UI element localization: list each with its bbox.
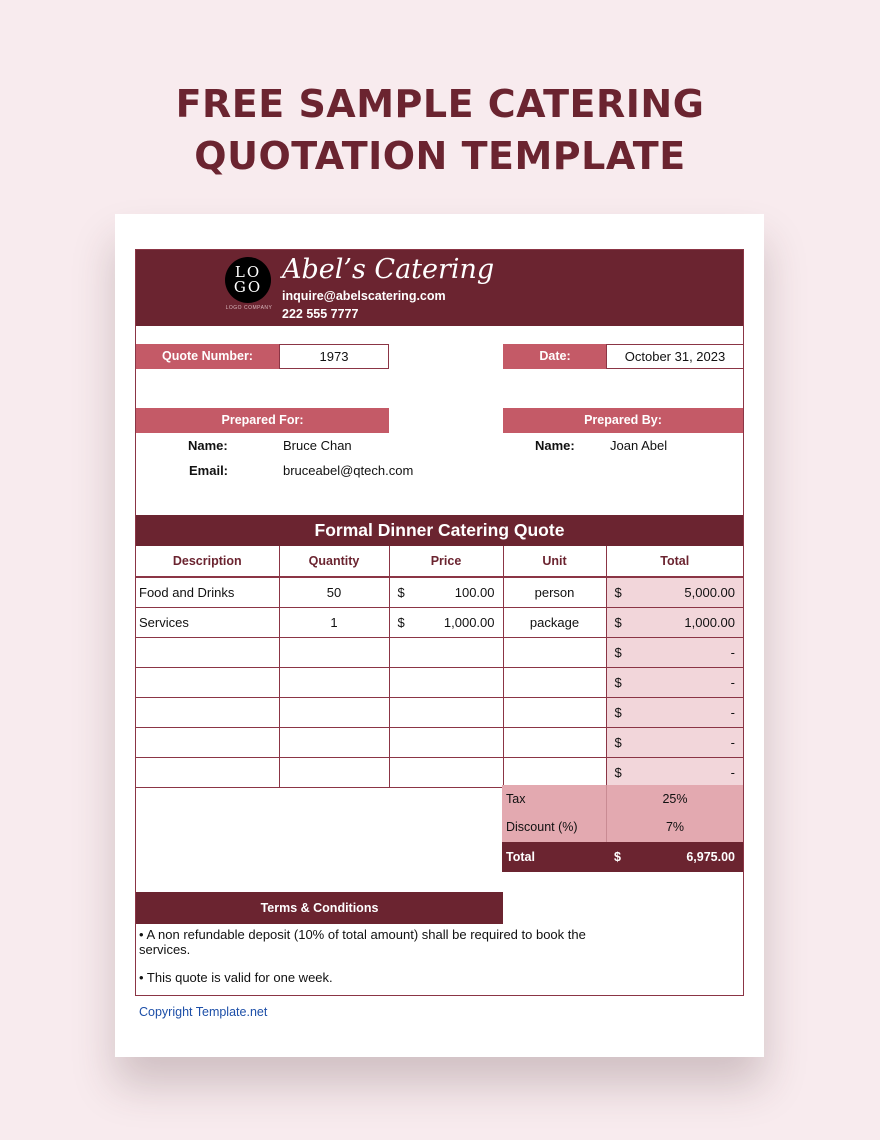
table-row <box>136 667 743 697</box>
total-currency: $ <box>614 704 622 720</box>
cell-description[interactable]: Food and Drinks <box>136 577 279 607</box>
cell-description[interactable]: Services <box>136 607 279 637</box>
discount-value[interactable]: 7% <box>606 813 743 842</box>
cell-quantity[interactable] <box>279 757 389 787</box>
document-frame <box>135 249 744 996</box>
cell-price[interactable] <box>389 667 503 697</box>
cell-total <box>606 667 743 697</box>
cell-description[interactable] <box>136 667 279 697</box>
table-row <box>136 577 743 607</box>
total-amount: 1,000.00 <box>684 614 735 630</box>
cell-price[interactable] <box>389 607 503 637</box>
prepared-for-email[interactable]: bruceabel@qtech.com <box>283 463 414 478</box>
prepared-by-heading: Prepared By: <box>503 408 743 433</box>
cell-price[interactable] <box>389 727 503 757</box>
cell-description[interactable] <box>136 637 279 667</box>
table-row <box>136 757 743 787</box>
grand-total <box>502 842 743 872</box>
cell-description[interactable] <box>136 727 279 757</box>
cell-unit[interactable] <box>503 697 606 727</box>
company-header <box>136 250 743 326</box>
total-currency: $ <box>614 674 622 690</box>
total-amount: - <box>730 704 735 720</box>
prepared-by-name-label: Name: <box>535 438 575 453</box>
cell-quantity[interactable]: 1 <box>279 607 389 637</box>
column-header-total: Total <box>606 546 743 577</box>
date-value[interactable]: October 31, 2023 <box>606 344 744 369</box>
quotation-document <box>115 214 764 1057</box>
price-currency: $ <box>397 614 405 630</box>
discount-label: Discount (%) <box>502 813 606 842</box>
date-label: Date: <box>503 344 607 369</box>
prepared-by-name[interactable]: Joan Abel <box>610 438 668 453</box>
table-row <box>136 727 743 757</box>
terms-item: • A non refundable deposit (10% of total amount) shall be required to book the services. <box>139 927 586 957</box>
logo-icon <box>225 257 271 303</box>
column-header-unit: Unit <box>503 546 606 577</box>
price-currency: $ <box>397 585 405 600</box>
cell-total <box>606 697 743 727</box>
prepared-for-email-label: Email: <box>189 463 229 478</box>
company-phone: 222 555 7777 <box>282 307 359 321</box>
cell-price[interactable] <box>389 697 503 727</box>
table-header-row <box>136 546 743 577</box>
table-row <box>136 607 743 637</box>
total-amount: - <box>730 644 735 660</box>
grand-total-amount: 6,975.00 <box>686 850 735 864</box>
cell-total <box>606 607 743 637</box>
quote-number-value[interactable]: 1973 <box>279 344 389 369</box>
cell-price[interactable] <box>389 577 503 607</box>
column-header-description: Description <box>136 546 279 577</box>
cell-unit[interactable] <box>503 727 606 757</box>
page-headline <box>0 78 880 182</box>
headline-line-1: FREE SAMPLE CATERING <box>175 82 705 126</box>
cell-quantity[interactable] <box>279 667 389 697</box>
total-amount: - <box>730 764 735 780</box>
cell-unit[interactable]: person <box>503 577 606 607</box>
cell-quantity[interactable] <box>279 697 389 727</box>
cell-price[interactable] <box>389 637 503 667</box>
terms-heading: Terms & Conditions <box>136 892 503 924</box>
cell-description[interactable] <box>136 697 279 727</box>
grand-total-label: Total <box>506 850 535 864</box>
tax-label: Tax <box>502 785 606 814</box>
total-currency: $ <box>614 614 622 630</box>
company-email[interactable]: inquire@abelscatering.com <box>282 289 446 303</box>
total-currency: $ <box>614 764 622 780</box>
total-currency: $ <box>614 585 622 600</box>
cell-quantity[interactable] <box>279 637 389 667</box>
logo-text-top: LO <box>234 263 262 281</box>
price-amount: 1,000.00 <box>443 614 495 630</box>
quote-table-title: Formal Dinner Catering Quote <box>136 515 743 546</box>
prepared-for-heading: Prepared For: <box>136 408 389 433</box>
cell-quantity[interactable] <box>279 727 389 757</box>
cell-total <box>606 637 743 667</box>
grand-total-currency: $ <box>614 850 621 864</box>
table-row <box>136 697 743 727</box>
cell-total <box>606 727 743 757</box>
copyright-link[interactable]: Copyright Template.net <box>139 1005 268 1019</box>
headline-line-2: QUOTATION TEMPLATE <box>194 134 686 178</box>
total-currency: $ <box>614 644 622 660</box>
column-header-quantity: Quantity <box>279 546 389 577</box>
cell-price[interactable] <box>389 757 503 787</box>
cell-total <box>606 577 743 607</box>
column-header-price: Price <box>389 546 503 577</box>
total-amount: - <box>730 734 735 750</box>
cell-description[interactable] <box>136 757 279 787</box>
cell-unit[interactable]: package <box>503 607 606 637</box>
total-amount: - <box>730 674 735 690</box>
cell-unit[interactable] <box>503 757 606 787</box>
cell-total <box>606 757 743 787</box>
cell-unit[interactable] <box>503 637 606 667</box>
tax-value[interactable]: 25% <box>606 785 743 814</box>
table-row <box>136 637 743 667</box>
total-currency: $ <box>614 734 622 750</box>
price-amount: 100.00 <box>454 585 495 600</box>
total-amount: 5,000.00 <box>684 585 735 600</box>
terms-item: • This quote is valid for one week. <box>139 970 333 985</box>
company-name: Abel’s Catering <box>282 254 495 285</box>
quote-number-label: Quote Number: <box>136 344 279 369</box>
cell-quantity[interactable]: 50 <box>279 577 389 607</box>
logo-subtitle: LOGO COMPANY <box>225 305 273 311</box>
items-table <box>136 546 743 788</box>
prepared-for-name-label: Name: <box>188 438 228 453</box>
prepared-for-name[interactable]: Bruce Chan <box>283 438 352 453</box>
logo-text-bottom: GO <box>233 278 263 296</box>
cell-unit[interactable] <box>503 667 606 697</box>
